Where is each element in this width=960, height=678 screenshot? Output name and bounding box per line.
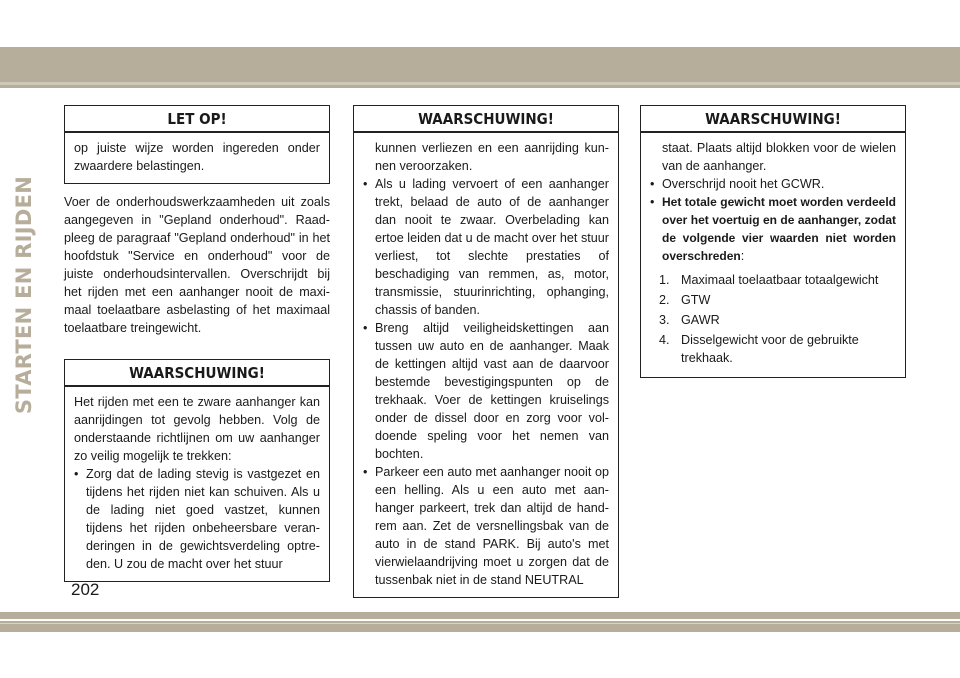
limit-item — [650, 331, 896, 367]
caution-title: LET OP! — [65, 106, 329, 133]
limits-list — [650, 271, 896, 367]
column-1 — [64, 105, 330, 582]
warning-continuation: kunnen verliezen en een aanrijding kunnen veroorzaken. — [375, 141, 609, 173]
warning-bullet: • Parkeer een auto met aanhanger nooit op een helling. Als u een auto met aanhanger parkeert, trek dan altijd de handrem aan. Zet de versnellingsbak van de auto in de stand PARK. Bij auto's met vierwielaandrijving moet u zorgen dat de tussenbak niet in de stand NEUTRAL — [363, 463, 609, 589]
bold-text: Het totale gewicht moet worden verdeeld over het voertuig en de aanhanger, zodat de volgende vier waarden niet worden overschreden — [662, 195, 896, 263]
warning-bullet: • Zorg dat de lading stevig is vastgezet en tijdens het rijden niet kan schuiven. Als u de lading niet goed vastzet, kunnen tijdens het rijden onbeheersbare veranderingen in de gewichtsverdeling optreden. U zou de macht over het stuur — [74, 465, 320, 573]
warning-title: WAARSCHUWING! — [354, 106, 618, 133]
limit-item — [650, 271, 896, 289]
header-rule — [0, 82, 960, 85]
footer-band — [0, 612, 960, 632]
warning-bullet-list — [74, 465, 320, 573]
warning-box-2 — [353, 105, 619, 598]
chapter-title: STARTEN EN RIJDEN — [12, 175, 36, 415]
item-number: 1. — [659, 273, 670, 287]
warning-title: WAARSCHUWING! — [65, 360, 329, 387]
item-text: GTW — [681, 293, 711, 307]
warning-bullet-bold — [650, 193, 896, 265]
item-text: Disselgewicht voor de gebruikte trekhaak. — [681, 333, 859, 365]
warning-title: WAARSCHUWING! — [641, 106, 905, 133]
maintenance-paragraph: Voer de onderhoudswerkzaamheden uit zoals aangegeven in "Gepland onderhoud". Raadpleeg de paragraaf "Gepland onderhoud" in het hoofdstuk "Service en onderhoud" voor de juiste onderhoudsintervallen. Overschrijdt bij het rijden met een aanhanger nooit de maximaal toelaatbare asbelasting of het maximaal toelaatbare treingewicht. — [64, 195, 330, 335]
item-number: 4. — [659, 333, 670, 347]
footer-stripe — [0, 619, 960, 621]
column-2 — [353, 105, 619, 598]
page-number: 202 — [71, 580, 100, 599]
item-text: GAWR — [681, 313, 720, 327]
item-text: Maximaal toelaatbaar totaalgewicht — [681, 273, 879, 287]
limit-item — [650, 311, 896, 329]
warning-intro: Het rijden met een te zware aanhanger kan aanrijdingen tot gevolg hebben. Volg de onderstaande richtlijnen om uw aanhanger zo veilig mogelijk te trekken: — [74, 395, 320, 463]
warning-bullet-list — [650, 175, 896, 265]
warning-body — [65, 387, 329, 581]
warning-bullet: • Breng altijd veiligheidskettingen aan tussen uw auto en de aanhanger. Maak de kettingen altijd vast aan de daarvoor bestemde bevestigingspunten op de trekhaak. Voer de kettingen kruiselings onder de dissel door en zorg voor voldoende speling voor het nemen van bochten. — [363, 319, 609, 463]
bold-suffix: : — [740, 249, 745, 263]
warning-box-1 — [64, 359, 330, 582]
caution-text: op juiste wijze worden ingereden onder zwaardere belastingen. — [74, 141, 320, 173]
warning-box-3 — [640, 105, 906, 378]
item-number: 2. — [659, 293, 670, 307]
item-number: 3. — [659, 313, 670, 327]
warning-continuation: staat. Plaats altijd blokken voor de wielen van de aanhanger. — [662, 141, 896, 173]
warning-bullet-list — [363, 175, 609, 589]
caution-box — [64, 105, 330, 184]
warning-bullet: • Overschrijd nooit het GCWR. — [650, 175, 896, 193]
warning-bullet: • Als u lading vervoert of een aanhanger trekt, belaad de auto of de aanhanger dan nooit te zwaar. Overbelading kan ertoe leiden dat u de macht over het stuur verliest, tot slechte prestaties of beschadiging van remmen, as, motor, transmissie, stuurinrichting, ophanging, chassis of banden. — [363, 175, 609, 319]
limit-item — [650, 291, 896, 309]
warning-body — [641, 133, 905, 377]
warning-body — [354, 133, 618, 597]
footer-stripe — [0, 623, 960, 624]
column-3 — [640, 105, 906, 378]
